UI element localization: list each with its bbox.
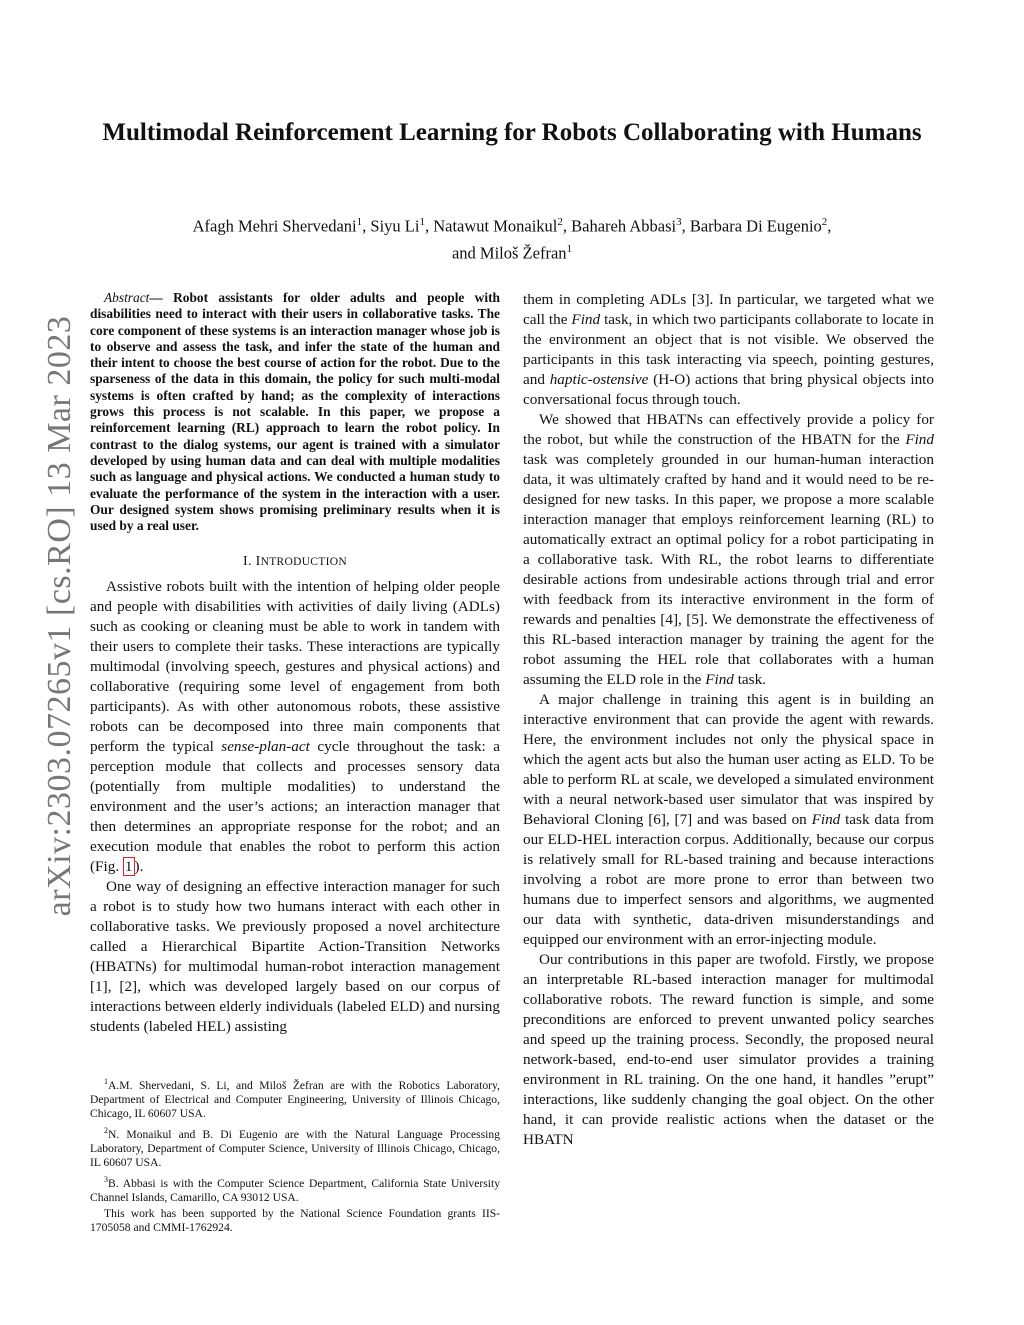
footnotes — [90, 1075, 500, 1238]
abstract-text: Robot assistants for older adults and people with disabilities need to interact with their users in collaborative tasks. The core component of these systems is an interaction manager whose job is to observe and assess the task, and infer the state of the human and their intent to choose the best course of action for the robot. Due to the sparseness of the data in this domain, the policy for such multi-modal systems is often crafted by hand; as the complexity of interactions grows this process is not scalable. In this paper, we propose a reinforcement learning (RL) approach to learn the robot policy. In contrast to the dialog systems, our agent is trained with a simulator developed by using human data and can deal with multiple modalities such as language and physical actions. We conducted a human study to evaluate the performance of the system in the interaction with a user. Our designed system shows promising preliminary results when it is used by a real user. — [90, 290, 500, 534]
funding-note: This work has been supported by the National Science Foundation grants IIS-1705058 and CMMI-1762924. — [90, 1206, 500, 1235]
author-list — [110, 211, 914, 264]
right-column — [523, 290, 934, 1150]
left-column — [90, 290, 500, 1037]
italic-term: Find — [571, 311, 601, 328]
intro-paragraph-2: One way of designing an effective interaction manager for such a robot is to study how two humans interact with each other in collaborative tasks. We previously proposed a novel architecture called a Hierarchical Bipartite Action-Transition Networks (HBATNs) for multimodal human-robot interaction management [1], [2], which was developed largely based on our corpus of interactions between elderly individuals (labeled ELD) and nursing students (labeled HEL) assisting — [90, 878, 500, 1036]
author-name: Afagh Mehri Shervedani — [192, 216, 357, 236]
affiliation-mark: 3 — [676, 216, 682, 228]
italic-term: Find — [705, 671, 734, 688]
author-line-1: Afagh Mehri Shervedani$^1$, Siyu Li$^1$, Natawut Monaikul$^2$, Bahareh Abbasi$^3$, Barbara Di Eugenio$^2$, — [192, 216, 832, 236]
section-numeral: I. — [243, 554, 252, 570]
affiliation-mark: 2 — [557, 216, 563, 228]
paragraph-find-task: them in completing ADLs [3]. In particular, we targeted what we call the Find task, in which two participants collaborate to locate in the environment an object that is not visible. We observed the participants in this task interacting via speech, pointing gestures, and haptic-ostensive (H-O) actions that bring physical objects into conversational focus through touch. — [523, 291, 934, 408]
paragraph-contributions: Our contributions in this paper are twofold. Firstly, we propose an interpretable RL-based interaction manager for multimodal collaborative robots. The reward function is simple, and some preconditions are enforced to prevent unwanted policy searches and speed up the training process. Secondly, the proposed neural network-based, end-to-end user simulator provides a training environment in RL training. On the one hand, it handles ”erupt” interactions, like suddenly changing the goal object. On the other hand, it can provide realistic actions when the dataset or the HBATN — [523, 951, 934, 1148]
abstract-label: Abstract — [104, 290, 150, 305]
footnote: $^2$N. Monaikul and B. Di Eugenio are with the Natural Language Processing Laboratory, Department of Computer Science, University of Illinois Chicago, Chicago, IL 60607 USA. — [90, 1125, 500, 1170]
arxiv-watermark: arXiv:2303.07265v1 [cs.RO] 13 Mar 2023 — [41, 315, 78, 917]
author-line-2 — [110, 238, 914, 265]
figure-reference-link[interactable]: 1 — [124, 858, 133, 876]
italic-term: Find — [811, 811, 841, 828]
section-title-rest: NTRODUCTION — [260, 556, 347, 569]
author-name: Siyu Li — [370, 216, 420, 236]
section-title-initial: I — [255, 554, 261, 570]
paragraph-hbatn: We showed that HBATNs can effectively provide a policy for the robot, but while the construction of the HBATN for the Find task was completely grounded in our human-human interaction data, it was ultimately crafted by hand and it would need to be re-designed for new tasks. In this paper, we propose a more scalable interaction manager that employs reinforcement learning (RL) to automatically extract an optimal policy for a robot participating in a collaborative task. With RL, the robot learns to differentiate desirable actions from undesirable actions through trial and error with feedback from its interactive environment in the form of rewards and penalties [4], [5]. We demonstrate the effectiveness of this RL-based interaction manager by training the agent for the robot assuming the HEL role that collaborates with a human assuming the ELD role in the Find task. — [523, 411, 934, 688]
author-conjunction: and — [451, 243, 476, 262]
abstract: Abstract— Robot assistants for older adults and people with disabilities need to interact with their users in collaborative tasks. The core component of these systems is an interaction manager whose job is to observe and assess the task, and infer the state of the human and their intent to choose the best course of action for the robot. Due to the sparseness of the data in this domain, the policy for such multi-modal systems is often crafted by hand; as the complexity of interactions grows this process is not scalable. In this paper, we propose a reinforcement learning (RL) approach to learn the robot policy. In contrast to the dialog systems, our agent is trained with a simulator developed by using human data and can deal with multiple modalities such as language and physical actions. We conducted a human study to evaluate the performance of the system in the interaction with a user. Our designed system shows promising preliminary results when it is used by a real user. — [90, 290, 500, 534]
paper-title: Multimodal Reinforcement Learning for Robots Collaborating with Humans — [102, 119, 922, 146]
affiliation-mark: 1 — [566, 242, 573, 255]
section-heading-introduction — [90, 554, 500, 570]
author-name: Natawut Monaikul — [433, 216, 558, 236]
intro-paragraph-1: Assistive robots built with the intention of helping older people and people with disabilities with activities of daily living (ADLs) such as cooking or cleaning must be able to work in tandem with their users to complete their tasks. These interactions are typically multimodal (involving speech, gestures and physical actions) and collaborative (requiring some level of engagement from both participants). As with other autonomous robots, these assistive robots can be decomposed into three main components that perform the typical sense-plan-act cycle throughout the task: a perception module that collects and processes sensory data (potentially from multiple modalities) to understand the environment and the user’s actions; an interaction manager that then determines an appropriate response for the robot; and an execution module that enables the robot to perform this action (Fig. 1 ). — [90, 578, 500, 876]
footnote: $^3$B. Abbasi is with the Computer Science Department, California State University Channel Islands, Camarillo, CA 93012 USA. — [90, 1174, 500, 1204]
footnote: $^1$A.M. Shervedani, S. Li, and Miloš Žefran are with the Robotics Laboratory, Department of Electrical and Computer Engineering, University of Illinois Chicago, Chicago, IL 60607 USA. — [90, 1077, 500, 1121]
author-name: Bahareh Abbasi — [571, 216, 677, 236]
italic-term: sense-plan-act — [221, 738, 310, 756]
italic-term: Find — [905, 431, 934, 448]
affiliation-mark: 1 — [419, 216, 425, 228]
affiliation-mark: 1 — [356, 216, 363, 228]
paragraph-challenge: A major challenge in training this agent is in building an interactive environment that can provide the agent with rewards. Here, the environment includes not only the physical space in which the agent acts but also the human user acting as ELD. To be able to perform RL at scale, we developed a simulated environment with a neural network-based user simulator that was inspired by Behavioral Cloning [6], [7] and was based on Find task data from our ELD-HEL interaction corpus. Additionally, because our corpus is relatively small for RL-based training and because interactions involving a robot are more prone to error than between two humans due to imperfect sensors and algorithms, we augmented our data with synthetic, data-driven misunderstandings and equipped our environment with an error-injecting module. — [523, 691, 934, 948]
italic-term: haptic-ostensive — [549, 371, 649, 388]
affiliation-mark: 2 — [821, 216, 828, 228]
author-name: Miloš Žefran — [479, 243, 567, 262]
author-name: Barbara Di Eugenio — [689, 216, 822, 236]
